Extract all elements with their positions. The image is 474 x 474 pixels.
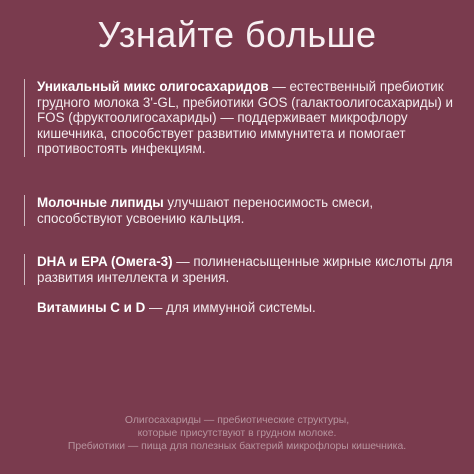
block-body: — полиненасыщенные жирные кислоты для развития интеллекта и зрения. xyxy=(37,254,453,285)
text-block-omega3 xyxy=(24,254,454,285)
text-block-oligosaccharides xyxy=(24,79,454,157)
block-heading: DHA и EPA (Омега-3) xyxy=(37,254,173,269)
block-body: — для иммунной системы. xyxy=(145,300,316,315)
block-body: — естественный пребиотик грудного молока 3'-GL, пребиотики GOS (галактоолигосахариды) и FOS (фруктоолигосахариды) — поддерживает микрофлору кишечника, способствует развитию иммунитета и помогает противостоять инфекциям. xyxy=(37,79,453,157)
block-heading: Уникальный микс олигосахаридов xyxy=(37,79,269,94)
footnote xyxy=(0,414,474,453)
footnote-line: Олигосахариды — пребиотические структуры, xyxy=(124,415,350,426)
text-block-vitamins xyxy=(24,300,454,316)
block-heading: Молочные липиды xyxy=(37,195,164,210)
block-body: улучшают переносимость смеси, способствуют усвоению кальция. xyxy=(37,195,374,226)
text-block-milk-lipids xyxy=(24,195,454,226)
footnote-line: которые присутствуют в грудном молоке. xyxy=(137,428,337,439)
footnote-line: Пребиотики — пища для полезных бактерий микрофлоры кишечника. xyxy=(67,441,407,452)
page-title: Узнайте больше xyxy=(97,14,377,55)
block-heading: Витамины С и D xyxy=(37,300,146,315)
